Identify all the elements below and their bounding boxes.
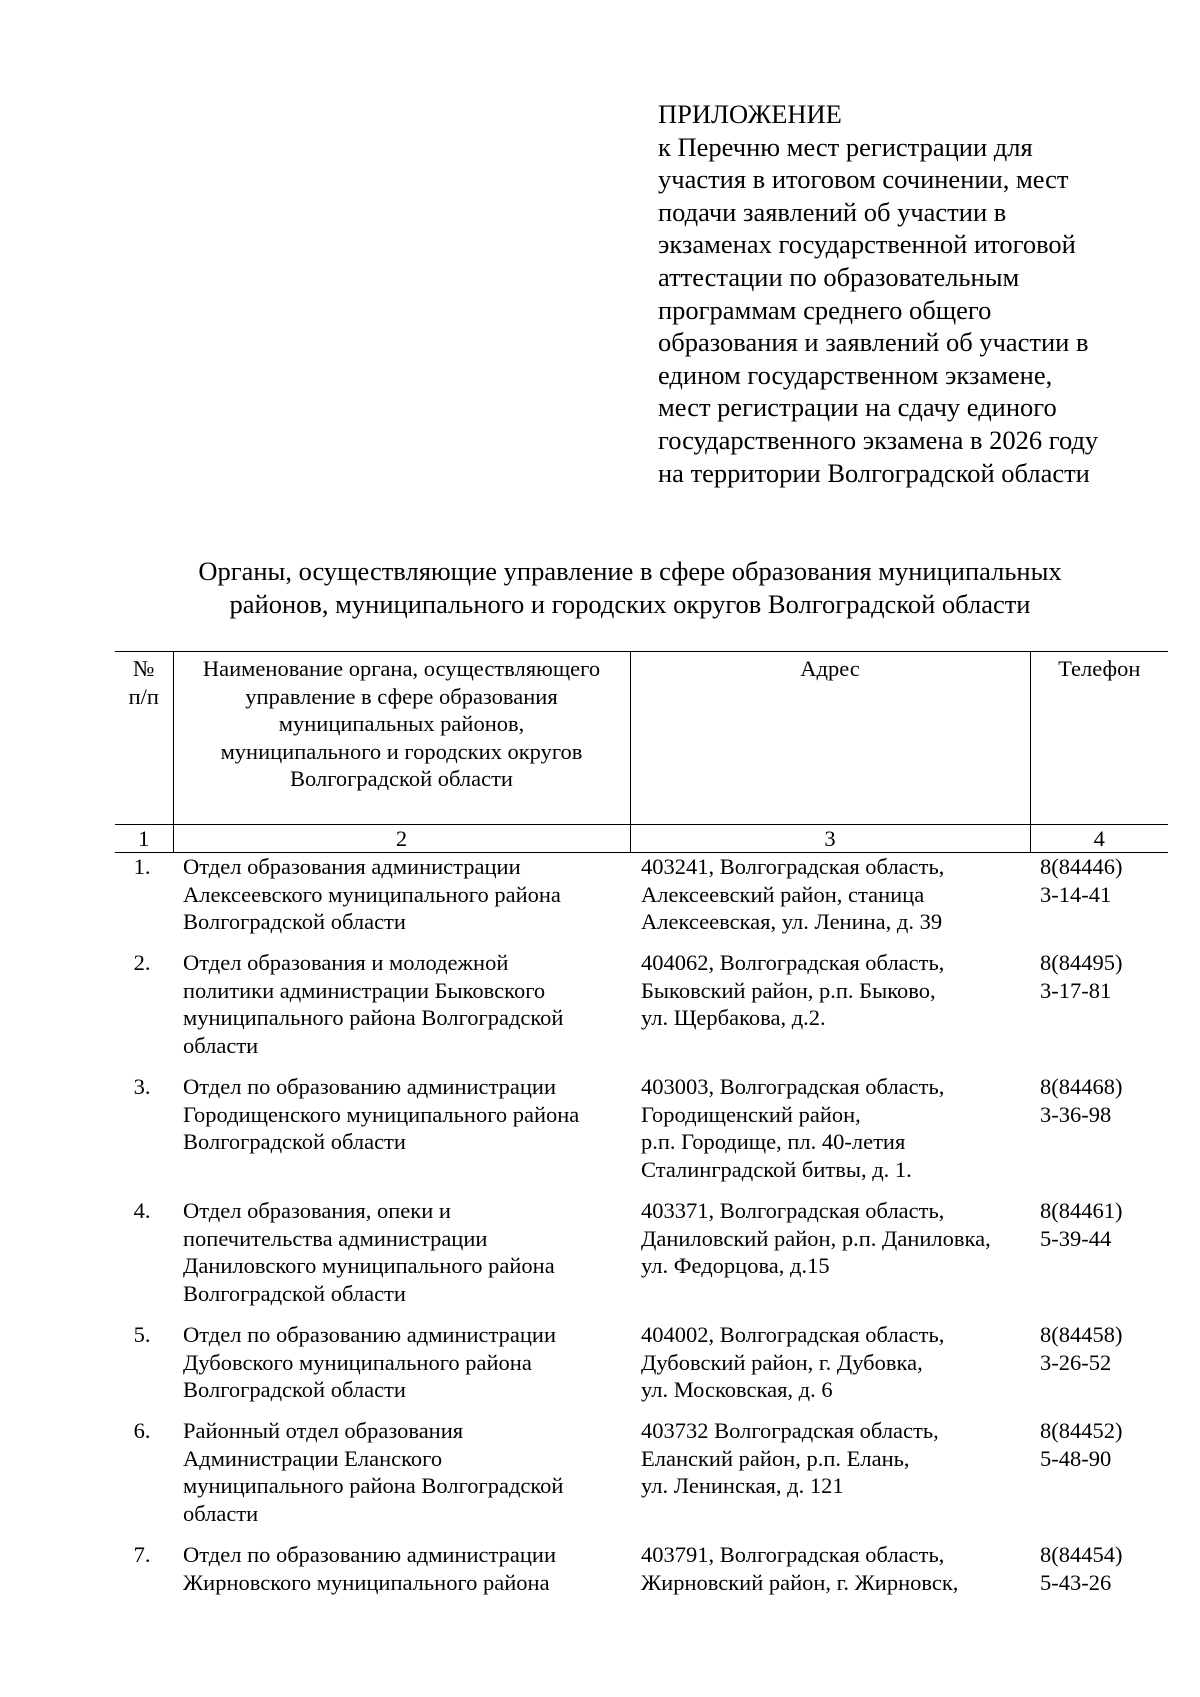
name-line: Отдел по образованию администрации <box>183 1074 557 1099</box>
authority-name <box>173 949 630 1073</box>
name-line: Отдел образования администрации <box>183 854 521 879</box>
header-name <box>173 652 630 825</box>
name-line: Волгоградской области <box>183 1129 406 1154</box>
authority-address <box>630 1321 1030 1417</box>
header-name-line: Наименование органа, осуществляющего <box>202 656 601 681</box>
header-num <box>115 652 173 825</box>
address-line: 403003, Волгоградская область, <box>641 1074 945 1099</box>
address-line: Городищенский район, <box>641 1101 861 1127</box>
name-line: Алексеевского муниципального района <box>183 881 561 907</box>
phone-line: 3-17-81 <box>1040 977 1112 1003</box>
name-line: области <box>183 1500 259 1526</box>
authority-address <box>630 1073 1030 1197</box>
appendix-line: едином государственном экзамене, <box>658 359 1053 390</box>
header-name-line: управление в сфере образования <box>245 683 558 709</box>
name-line: области <box>183 1032 259 1058</box>
address-line: Жирновский район, г. Жирновск, <box>641 1569 959 1595</box>
authority-name <box>173 1541 630 1601</box>
address-line: 404062, Волгоградская область, <box>641 950 945 975</box>
header-name-line: муниципальных районов, <box>278 711 525 736</box>
authority-phone <box>1030 1073 1168 1197</box>
name-line: Отдел образования, опеки и <box>183 1198 451 1223</box>
name-line: Волгоградской области <box>183 1377 406 1402</box>
header-num-line: № <box>133 656 155 681</box>
name-line: Районный отдел образования <box>183 1418 464 1443</box>
name-line: муниципального района Волгоградской <box>183 1005 564 1030</box>
name-line: муниципального района Волгоградской <box>183 1473 564 1498</box>
address-line: Быковский район, р.п. Быково, <box>641 977 936 1003</box>
address-line: ул. Федорцова, д.15 <box>641 1253 830 1278</box>
header-address <box>630 652 1030 825</box>
authority-phone <box>1030 1541 1168 1601</box>
table-row <box>115 1417 1168 1541</box>
authority-name <box>173 853 630 950</box>
name-line: попечительства администрации <box>183 1225 488 1251</box>
name-line: Городищенского муниципального района <box>183 1101 580 1127</box>
address-line: ул. Ленинская, д. 121 <box>641 1473 844 1498</box>
header-phone-line: Телефон <box>1058 656 1141 681</box>
name-line: Отдел по образованию администрации <box>183 1542 557 1567</box>
address-line: Сталинградской битвы, д. 1. <box>641 1156 912 1182</box>
authority-phone <box>1030 1197 1168 1321</box>
name-line: Волгоградской области <box>183 1280 406 1306</box>
column-number-row <box>115 825 1168 853</box>
phone-line: 3-14-41 <box>1040 881 1112 907</box>
authority-address <box>630 1417 1030 1541</box>
phone-line: 8(84458) <box>1040 1322 1123 1347</box>
appendix-block <box>658 98 1178 489</box>
row-number: 1. <box>133 854 151 879</box>
address-line: Дубовский район, г. Дубовка, <box>641 1349 923 1375</box>
appendix-line: программам среднего общего <box>658 294 992 325</box>
name-line: политики администрации Быковского <box>183 977 546 1003</box>
header-name-line: Волгоградской области <box>290 766 513 791</box>
address-line: 403371, Волгоградская область, <box>641 1198 945 1223</box>
document-title <box>100 555 1160 621</box>
address-line: 403241, Волгоградская область, <box>641 854 945 879</box>
row-number: 5. <box>133 1322 151 1347</box>
authority-address <box>630 949 1030 1073</box>
title-line: Органы, осуществляющие управление в сфере образования муниципальных <box>198 556 1062 586</box>
table-row <box>115 1541 1168 1601</box>
row-number: 4. <box>133 1198 151 1223</box>
authority-name <box>173 1321 630 1417</box>
appendix-heading: ПРИЛОЖЕНИЕ <box>658 99 842 129</box>
authority-phone <box>1030 949 1168 1073</box>
header-phone <box>1030 652 1168 825</box>
authority-name <box>173 1073 630 1197</box>
address-line: р.п. Городище, пл. 40-летия <box>641 1129 906 1154</box>
authority-name <box>173 1417 630 1541</box>
authority-name <box>173 1197 630 1321</box>
phone-line: 8(84454) <box>1040 1542 1123 1567</box>
table-row <box>115 1197 1168 1321</box>
appendix-line: участия в итоговом сочинении, мест <box>658 164 1069 195</box>
row-number: 2. <box>133 950 151 975</box>
address-line: ул. Щербакова, д.2. <box>641 1005 826 1030</box>
header-address-line: Адрес <box>800 656 860 681</box>
authority-address <box>630 1197 1030 1321</box>
address-line: Даниловский район, р.п. Даниловка, <box>641 1225 991 1251</box>
appendix-line: экзаменах государственной итоговой <box>658 229 1076 260</box>
name-line: Волгоградской области <box>183 909 406 934</box>
phone-line: 8(84468) <box>1040 1074 1123 1099</box>
authority-phone <box>1030 1417 1168 1541</box>
address-line: Алексеевский район, станица <box>641 881 925 907</box>
address-line: 403732 Волгоградская область, <box>641 1418 939 1443</box>
phone-line: 3-26-52 <box>1040 1349 1112 1375</box>
table-header-row <box>115 652 1168 825</box>
name-line: Отдел образования и молодежной <box>183 950 509 975</box>
authority-address <box>630 853 1030 950</box>
authority-phone <box>1030 1321 1168 1417</box>
table-row <box>115 853 1168 950</box>
table-row <box>115 1321 1168 1417</box>
appendix-line: образования и заявлений об участии в <box>658 327 1089 358</box>
appendix-line: аттестации по образовательным <box>658 261 1020 292</box>
name-line: Администрации Еланского <box>183 1445 443 1471</box>
address-line: Алексеевская, ул. Ленина, д. 39 <box>641 909 943 934</box>
appendix-line: подачи заявлений об участии в <box>658 196 1007 227</box>
header-num-line: п/п <box>128 683 159 709</box>
education-authorities-table <box>115 651 1168 1601</box>
address-line: 403791, Волгоградская область, <box>641 1542 945 1567</box>
phone-line: 5-39-44 <box>1040 1225 1112 1251</box>
authority-address <box>630 1541 1030 1601</box>
row-number: 7. <box>133 1542 151 1567</box>
row-number: 3. <box>133 1074 151 1099</box>
column-number: 1 <box>115 825 173 853</box>
phone-line: 3-36-98 <box>1040 1101 1112 1127</box>
appendix-line: на территории Волгоградской области <box>658 457 1090 488</box>
name-line: Дубовского муниципального района <box>183 1349 532 1375</box>
column-number: 4 <box>1030 825 1168 853</box>
phone-line: 8(84461) <box>1040 1198 1123 1223</box>
address-line: ул. Московская, д. 6 <box>641 1377 833 1402</box>
title-line: районов, муниципального и городских округов Волгоградской области <box>229 589 1031 619</box>
table-row <box>115 1073 1168 1197</box>
address-line: Еланский район, р.п. Елань, <box>641 1445 910 1471</box>
phone-line: 8(84495) <box>1040 950 1123 975</box>
appendix-line: государственного экзамена в 2026 году <box>658 424 1099 455</box>
phone-line: 8(84452) <box>1040 1418 1123 1443</box>
name-line: Отдел по образованию администрации <box>183 1322 557 1347</box>
name-line: Жирновского муниципального района <box>183 1569 550 1595</box>
header-name-line: муниципального и городских округов <box>220 738 583 764</box>
phone-line: 5-43-26 <box>1040 1569 1112 1595</box>
authority-phone <box>1030 853 1168 950</box>
column-number: 3 <box>630 825 1030 853</box>
appendix-line: мест регистрации на сдачу единого <box>658 392 1057 423</box>
phone-line: 5-48-90 <box>1040 1445 1112 1471</box>
address-line: 404002, Волгоградская область, <box>641 1322 945 1347</box>
table-row <box>115 949 1168 1073</box>
column-number: 2 <box>173 825 630 853</box>
phone-line: 8(84446) <box>1040 854 1123 879</box>
name-line: Даниловского муниципального района <box>183 1253 555 1278</box>
row-number: 6. <box>133 1418 151 1443</box>
appendix-line: к Перечню мест регистрации для <box>658 131 1033 162</box>
